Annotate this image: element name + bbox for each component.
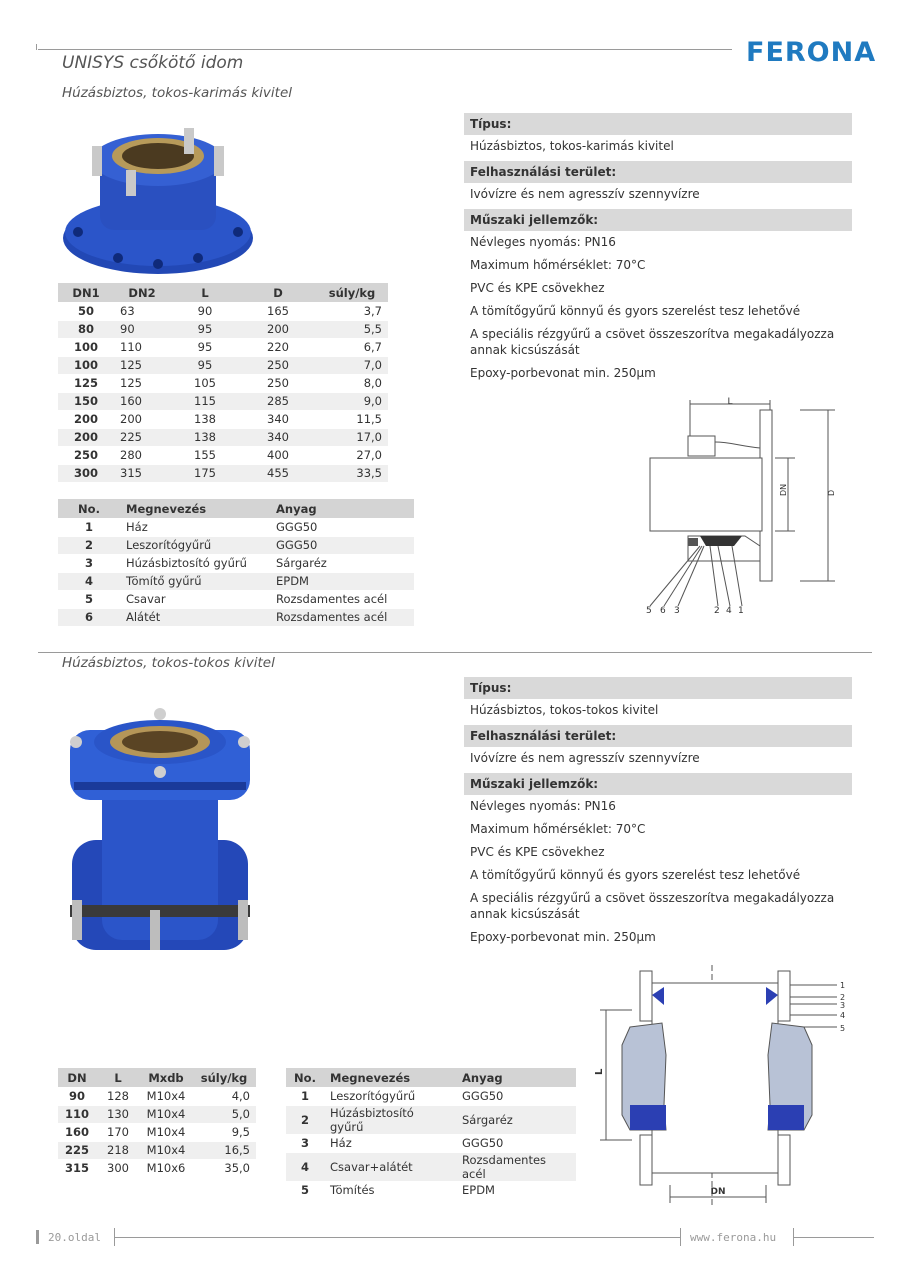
table-cell: 125 (114, 374, 170, 392)
table-cell: 100 (58, 356, 114, 374)
callout-label: 1 (840, 981, 846, 990)
table-row (286, 1087, 576, 1105)
table-cell: 315 (58, 1159, 96, 1177)
table-cell: 90 (58, 1087, 96, 1105)
table-row (58, 464, 388, 482)
page-number: 20.oldal (48, 1231, 101, 1244)
table-cell: 110 (114, 338, 170, 356)
table-cell: 35,0 (192, 1159, 256, 1177)
table-cell: Rozsdamentes acél (270, 590, 414, 608)
section-divider (38, 652, 872, 653)
tech-line: PVC és KPE csövekhez (470, 845, 605, 859)
table-cell: 95 (170, 356, 240, 374)
col-header: Anyag (270, 499, 414, 518)
table-row (286, 1152, 576, 1181)
table-row (286, 1105, 576, 1134)
table-cell: 200 (114, 410, 170, 428)
table-cell: 4,0 (192, 1087, 256, 1105)
header-tick (36, 44, 37, 50)
table-cell: EPDM (270, 572, 414, 590)
footer-url-text[interactable]: www.ferona.hu (690, 1231, 777, 1244)
table-cell: GGG50 (270, 518, 414, 536)
table-cell: M10x4 (140, 1123, 192, 1141)
section1-spec-block (464, 113, 852, 388)
table-cell: 50 (58, 302, 114, 320)
section1-technical-drawing (640, 396, 850, 618)
table-row (58, 320, 388, 338)
table-cell: 125 (114, 356, 170, 374)
col-header: DN1 (58, 283, 114, 302)
table-cell: M10x4 (140, 1087, 192, 1105)
tech-line: A tömítőgyűrű könnyű és gyors szerelést tesz lehetővé (470, 868, 801, 882)
table-cell: 90 (114, 320, 170, 338)
table-row (58, 572, 414, 590)
callout-label: 3 (674, 606, 680, 616)
table-cell: GGG50 (270, 536, 414, 554)
table-cell: 250 (240, 374, 316, 392)
table-cell: 1 (286, 1087, 324, 1105)
table-row (58, 356, 388, 374)
table-cell: Húzásbiztosító gyűrű (324, 1105, 456, 1134)
tech-line: PVC és KPE csövekhez (470, 281, 605, 295)
table-cell: 340 (240, 428, 316, 446)
footer-url[interactable] (690, 1231, 776, 1244)
table-cell: Sárgaréz (456, 1105, 576, 1134)
col-header: DN2 (114, 283, 170, 302)
table-cell: 17,0 (316, 428, 388, 446)
table-cell: 110 (58, 1105, 96, 1123)
table-cell: M10x4 (140, 1105, 192, 1123)
section2-spec-block (464, 677, 852, 952)
table-row (286, 1134, 576, 1152)
callout-label: 6 (660, 606, 666, 616)
table-cell: 200 (58, 410, 114, 428)
brand-logo: FERONA (746, 37, 877, 68)
table-cell: 280 (114, 446, 170, 464)
table-row (58, 554, 414, 572)
table-cell: 9,5 (192, 1123, 256, 1141)
section2-technical-drawing (592, 965, 854, 1210)
tech-line: Névleges nyomás: PN16 (470, 235, 616, 249)
table-cell: 150 (58, 392, 114, 410)
table-cell: 105 (170, 374, 240, 392)
tech-line: Epoxy-porbevonat min. 250μm (470, 930, 656, 944)
tech-line: A tömítőgyűrű könnyű és gyors szerelést tesz lehetővé (470, 304, 801, 318)
table-cell: 250 (58, 446, 114, 464)
table-cell: 160 (58, 1123, 96, 1141)
table-row (58, 1105, 256, 1123)
table-row (58, 410, 388, 428)
usage-value: Ivóvízre és nem agresszív szennyvízre (470, 187, 700, 201)
table-cell: 125 (58, 374, 114, 392)
table-cell: Rozsdamentes acél (456, 1152, 576, 1181)
table-cell: 455 (240, 464, 316, 482)
table-row (58, 1141, 256, 1159)
table-row (58, 608, 414, 626)
table-cell: 128 (96, 1087, 140, 1105)
table-cell: 100 (58, 338, 114, 356)
table-cell: 2 (286, 1105, 324, 1134)
callout-label: 5 (646, 606, 652, 616)
drawing-label-DN: DN (779, 483, 788, 496)
drawing-label-D: D (827, 489, 836, 496)
table-row (58, 536, 414, 554)
section1-dimension-table (58, 283, 388, 483)
col-header: Megnevezés (324, 1068, 456, 1087)
table-cell: GGG50 (456, 1087, 576, 1105)
table-row (58, 302, 388, 320)
table-cell: Húzásbiztosító gyűrű (120, 554, 270, 572)
tech-line: Maximum hőmérséklet: 70°C (470, 258, 646, 272)
table-cell: 6,7 (316, 338, 388, 356)
table-cell: 220 (240, 338, 316, 356)
table-cell: 16,5 (192, 1141, 256, 1159)
callout-label: 4 (726, 606, 732, 616)
table-cell: 5,5 (316, 320, 388, 338)
footer-tick (680, 1228, 681, 1246)
type-value: Húzásbiztos, tokos-karimás kivitel (470, 139, 674, 153)
tech-line: Maximum hőmérséklet: 70°C (470, 822, 646, 836)
table-cell: GGG50 (456, 1134, 576, 1152)
table-cell: 1 (58, 518, 120, 536)
callout-label: 4 (840, 1011, 846, 1020)
table-row (58, 1123, 256, 1141)
table-cell: 218 (96, 1141, 140, 1159)
table-cell: EPDM (456, 1181, 576, 1199)
table-cell: 95 (170, 320, 240, 338)
table-cell: 27,0 (316, 446, 388, 464)
table-cell: 285 (240, 392, 316, 410)
col-header: Megnevezés (120, 499, 270, 518)
col-header: súly/kg (316, 283, 388, 302)
table-cell: 90 (170, 302, 240, 320)
section1-subtitle: Húzásbiztos, tokos-karimás kivitel (62, 85, 293, 101)
table-cell: 170 (96, 1123, 140, 1141)
table-row (58, 446, 388, 464)
table-cell: 115 (170, 392, 240, 410)
table-cell: 8,0 (316, 374, 388, 392)
table-cell: 175 (170, 464, 240, 482)
col-header: No. (58, 499, 120, 518)
tech-line: Epoxy-porbevonat min. 250μm (470, 366, 656, 380)
table-row (58, 1159, 256, 1177)
table-row (58, 1087, 256, 1105)
table-cell: 200 (58, 428, 114, 446)
callout-label: 2 (714, 606, 720, 616)
col-header: DN (58, 1068, 96, 1087)
table-cell: 155 (170, 446, 240, 464)
table-cell: 33,5 (316, 464, 388, 482)
table-cell: 63 (114, 302, 170, 320)
callout-label: 1 (738, 606, 744, 616)
table-cell: 3 (58, 554, 120, 572)
table-cell: 160 (114, 392, 170, 410)
col-header: L (96, 1068, 140, 1087)
col-header: No. (286, 1068, 324, 1087)
col-header: D (240, 283, 316, 302)
table-cell: 5 (58, 590, 120, 608)
table-cell: 165 (240, 302, 316, 320)
table-row (58, 590, 414, 608)
table-row (58, 392, 388, 410)
table-cell: Ház (324, 1134, 456, 1152)
table-cell: Csavar+alátét (324, 1152, 456, 1181)
table-row (58, 518, 414, 536)
col-header: L (170, 283, 240, 302)
table-cell: 300 (58, 464, 114, 482)
usage-heading: Felhasználási terület: (464, 161, 852, 183)
page-title: UNISYS csőkötő idom (62, 53, 244, 73)
table-cell: M10x4 (140, 1141, 192, 1159)
col-header: Anyag (456, 1068, 576, 1087)
section1-parts-table (58, 499, 414, 627)
table-row (58, 338, 388, 356)
section2-dimension-table (58, 1068, 256, 1178)
table-cell: 9,0 (316, 392, 388, 410)
table-cell: 2 (58, 536, 120, 554)
table-cell: 225 (114, 428, 170, 446)
table-cell: Tömítő gyűrű (120, 572, 270, 590)
table-cell: 3,7 (316, 302, 388, 320)
tech-heading: Műszaki jellemzők: (464, 209, 852, 231)
footer-rule (115, 1237, 680, 1238)
header-rule (38, 49, 732, 50)
table-cell: 315 (114, 464, 170, 482)
table-cell: Rozsdamentes acél (270, 608, 414, 626)
type-heading: Típus: (464, 677, 852, 699)
table-cell: 6 (58, 608, 120, 626)
footer-rule-right (794, 1237, 874, 1238)
table-cell: Ház (120, 518, 270, 536)
table-cell: 5,0 (192, 1105, 256, 1123)
table-cell: 138 (170, 428, 240, 446)
section2-subtitle: Húzásbiztos, tokos-tokos kivitel (62, 655, 275, 671)
tech-heading: Műszaki jellemzők: (464, 773, 852, 795)
tech-line: Névleges nyomás: PN16 (470, 799, 616, 813)
table-cell: 340 (240, 410, 316, 428)
tech-line: A speciális rézgyűrű a csövet összeszorítva megakadályozza annak kicsúszását (470, 891, 835, 921)
drawing-label-L: L (727, 397, 733, 407)
table-cell: Leszorítógyűrű (120, 536, 270, 554)
col-header: súly/kg (192, 1068, 256, 1087)
table-cell: 225 (58, 1141, 96, 1159)
table-cell: 5 (286, 1181, 324, 1199)
type-heading: Típus: (464, 113, 852, 135)
type-value: Húzásbiztos, tokos-tokos kivitel (470, 703, 659, 717)
table-cell: 400 (240, 446, 316, 464)
table-cell: Csavar (120, 590, 270, 608)
table-cell: Alátét (120, 608, 270, 626)
footer-marker (36, 1230, 39, 1244)
section2-parts-table (286, 1068, 576, 1200)
usage-heading: Felhasználási terület: (464, 725, 852, 747)
usage-value: Ivóvízre és nem agresszív szennyvízre (470, 751, 700, 765)
drawing-label-L: L (594, 1068, 605, 1075)
table-cell: 300 (96, 1159, 140, 1177)
socket-coupling-photo (62, 700, 258, 980)
table-cell: 11,5 (316, 410, 388, 428)
table-cell: Sárgaréz (270, 554, 414, 572)
table-row (58, 374, 388, 392)
table-row (58, 428, 388, 446)
callout-label: 2 (840, 993, 846, 1002)
callout-label: 3 (840, 1001, 846, 1010)
table-cell: 130 (96, 1105, 140, 1123)
callout-label: 5 (840, 1024, 846, 1033)
table-cell: 250 (240, 356, 316, 374)
table-cell: Tömítés (324, 1181, 456, 1199)
table-cell: 3 (286, 1134, 324, 1152)
table-cell: 4 (286, 1152, 324, 1181)
table-cell: Leszorítógyűrű (324, 1087, 456, 1105)
drawing-label-DN: DN (710, 1187, 726, 1197)
tech-line: A speciális rézgyűrű a csövet összeszorítva megakadályozza annak kicsúszását (470, 327, 835, 357)
col-header: Mxdb (140, 1068, 192, 1087)
table-cell: M10x6 (140, 1159, 192, 1177)
table-row (286, 1181, 576, 1199)
table-cell: 7,0 (316, 356, 388, 374)
table-cell: 95 (170, 338, 240, 356)
table-cell: 4 (58, 572, 120, 590)
table-cell: 80 (58, 320, 114, 338)
table-cell: 200 (240, 320, 316, 338)
flanged-coupling-photo (58, 120, 258, 280)
table-cell: 138 (170, 410, 240, 428)
